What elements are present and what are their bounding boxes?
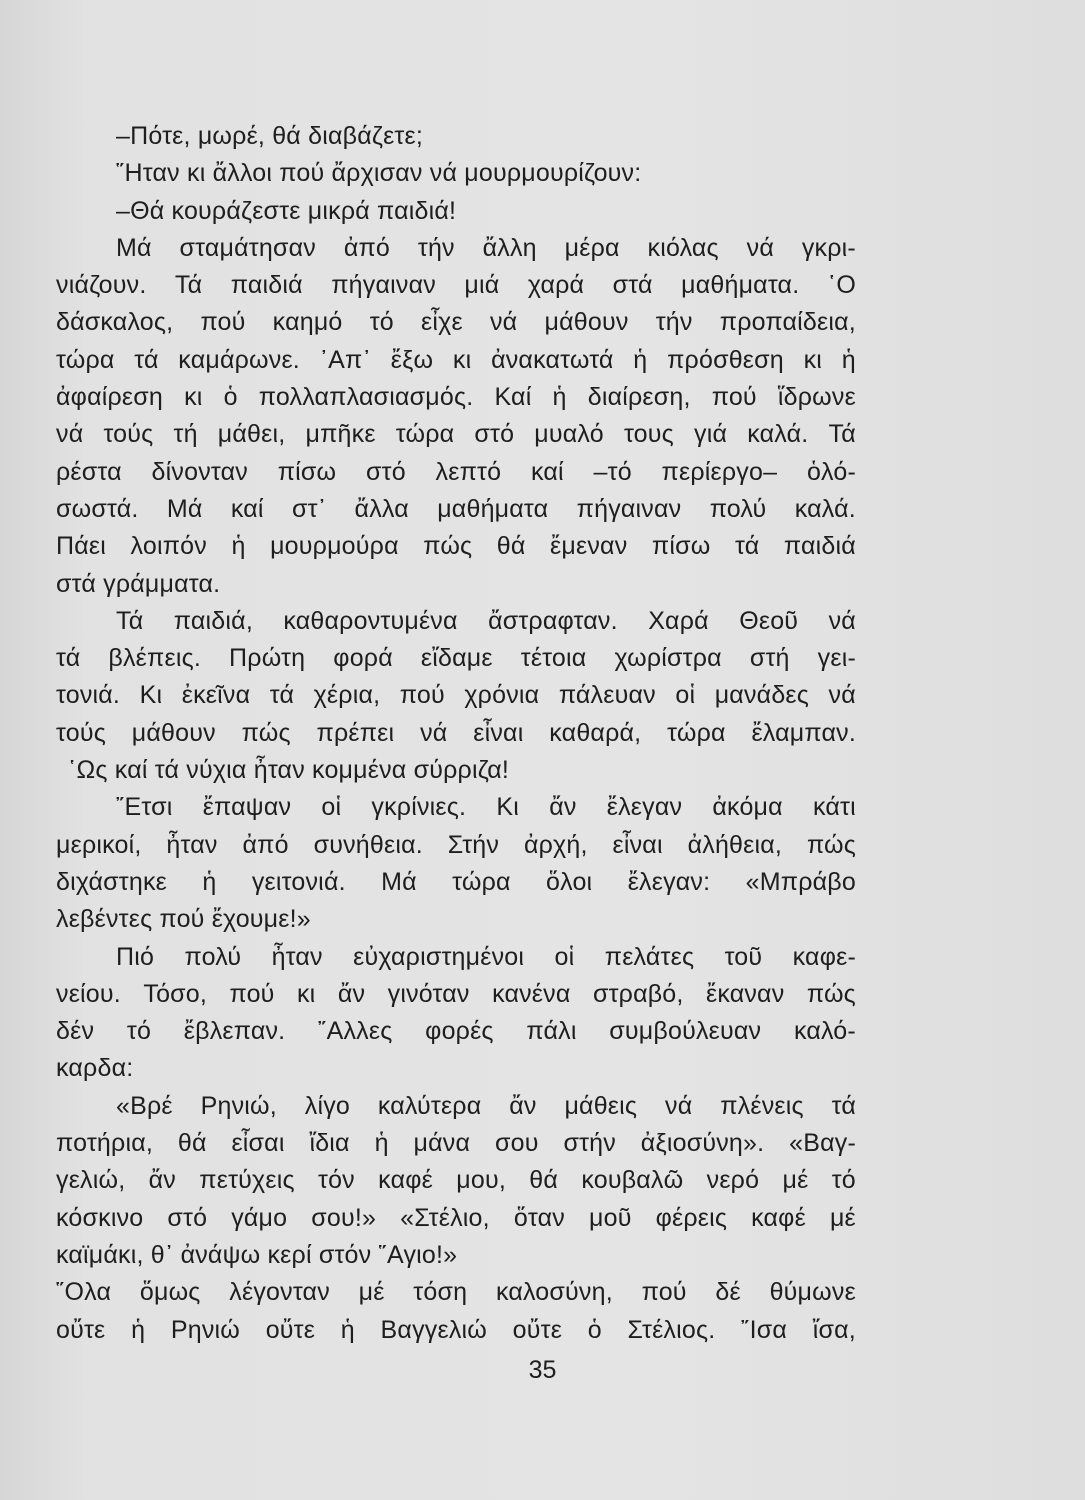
text-line: ποτήρια, θά εἶσαι ἴδια ἡ μάνα σου στήν ἀξιοσύνη». «Βαγ- bbox=[56, 1129, 856, 1158]
text-line: ρέστα δίνονταν πίσω στό λεπτό καί –τό περίεργο– ὁλό- bbox=[56, 457, 856, 486]
text-line: Πιό πολύ ἦταν εὐχαριστημένοι οἱ πελάτες τοῦ καφε- bbox=[116, 942, 856, 971]
text-line: κόσκινο στό γάμο σου!» «Στέλιο, ὅταν μοῦ φέρεις καφέ μέ bbox=[56, 1203, 856, 1232]
text-line: γελιώ, ἄν πετύχεις τόν καφέ μου, θά κουβαλῶ νερό μέ τό bbox=[56, 1166, 856, 1195]
text-line: –Πότε, μωρέ, θά διαβάζετε; bbox=[116, 122, 423, 150]
text-line: δάσκαλος, πού καημό τό εἶχε νά μάθουν τήν προπαίδεια, bbox=[56, 308, 856, 337]
text-line: νείου. Τόσο, πού κι ἄν γινόταν κανένα στραβό, ἔκαναν πώς bbox=[56, 979, 856, 1008]
text-line: ῞Ηταν κι ἄλλοι πού ἄρχισαν νά μουρμουρίζουν: bbox=[116, 159, 642, 188]
text-line: ῎Ετσι ἔπαψαν οἱ γκρίνιες. Κι ἄν ἔλεγαν ἀκόμα κάτι bbox=[116, 793, 856, 822]
text-line: λεβέντες πού ἔχουμε!» bbox=[56, 905, 311, 934]
text-line: τά βλέπεις. Πρώτη φορά εἴδαμε τέτοια χωρίστρα στή γει- bbox=[56, 644, 856, 673]
text-line: καϊμάκι, θ᾿ ἀνάψω κερί στόν ῞Αγιο!» bbox=[56, 1240, 458, 1269]
text-line: τούς μάθουν πώς πρέπει νά εἶναι καθαρά, τώρα ἔλαμπαν. bbox=[56, 718, 856, 747]
text-line: διχάστηκε ἡ γειτονιά. Μά τώρα ὅλοι ἔλεγαν: «Μπράβο bbox=[56, 867, 856, 896]
text-line: σωστά. Μά καί στ᾿ ἄλλα μαθήματα πήγαιναν πολύ καλά. bbox=[56, 494, 856, 523]
text-line: νά τούς τή μάθει, μπῆκε τώρα στό μυαλό τους γιά καλά. Τά bbox=[56, 420, 856, 449]
text-line: –Θά κουράζεστε μικρά παιδιά! bbox=[116, 196, 457, 225]
text-line: ῾Ως καί τά νύχια ἦταν κομμένα σύρριζα! bbox=[68, 756, 510, 785]
text-line: Τά παιδιά, καθαροντυμένα ἄστραφταν. Χαρά Θεοῦ νά bbox=[116, 606, 856, 635]
text-line: οὔτε ἡ Ρηνιώ οὔτε ἡ Βαγγελιώ οὔτε ὁ Στέλιος. ῎Ισα ἴσα, bbox=[56, 1315, 856, 1344]
text-line: τονιά. Κι ἐκεῖνα τά χέρια, πού χρόνια πάλευαν οἱ μανάδες νά bbox=[56, 681, 856, 710]
text-line: δέν τό ἔβλεπαν. ῎Αλλες φορές πάλι συμβούλευαν καλό- bbox=[56, 1017, 856, 1046]
body-text bbox=[56, 118, 856, 1349]
page-number: 35 bbox=[528, 1356, 557, 1384]
text-line: καρδα: bbox=[56, 1054, 134, 1083]
text-line: μερικοί, ἦταν ἀπό συνήθεια. Στήν ἀρχή, εἶναι ἀλήθεια, πώς bbox=[56, 830, 856, 859]
text-line: ἀφαίρεση κι ὁ πολλαπλασιασμός. Καί ἡ διαίρεση, πού ἵδρωνε bbox=[56, 383, 856, 412]
text-line: νιάζουν. Τά παιδιά πήγαιναν μιά χαρά στά μαθήματα. ῾Ο bbox=[56, 271, 856, 300]
text-line: ῞Ολα ὅμως λέγονταν μέ τόση καλοσύνη, πού δέ θύμωνε bbox=[56, 1278, 856, 1307]
text-line: «Βρέ Ρηνιώ, λίγο καλύτερα ἄν μάθεις νά πλένεις τά bbox=[116, 1091, 856, 1120]
text-line: Πάει λοιπόν ἡ μουρμούρα πώς θά ἔμεναν πίσω τά παιδιά bbox=[56, 532, 856, 561]
text-line: τώρα τά καμάρωνε. ᾿Απ᾿ ἔξω κι ἀνακατωτά ἡ πρόσθεση κι ἡ bbox=[56, 345, 856, 374]
text-line: Μά σταμάτησαν ἀπό τήν ἄλλη μέρα κιόλας νά γκρι- bbox=[116, 233, 856, 262]
text-line: στά γράμματα. bbox=[56, 569, 221, 598]
